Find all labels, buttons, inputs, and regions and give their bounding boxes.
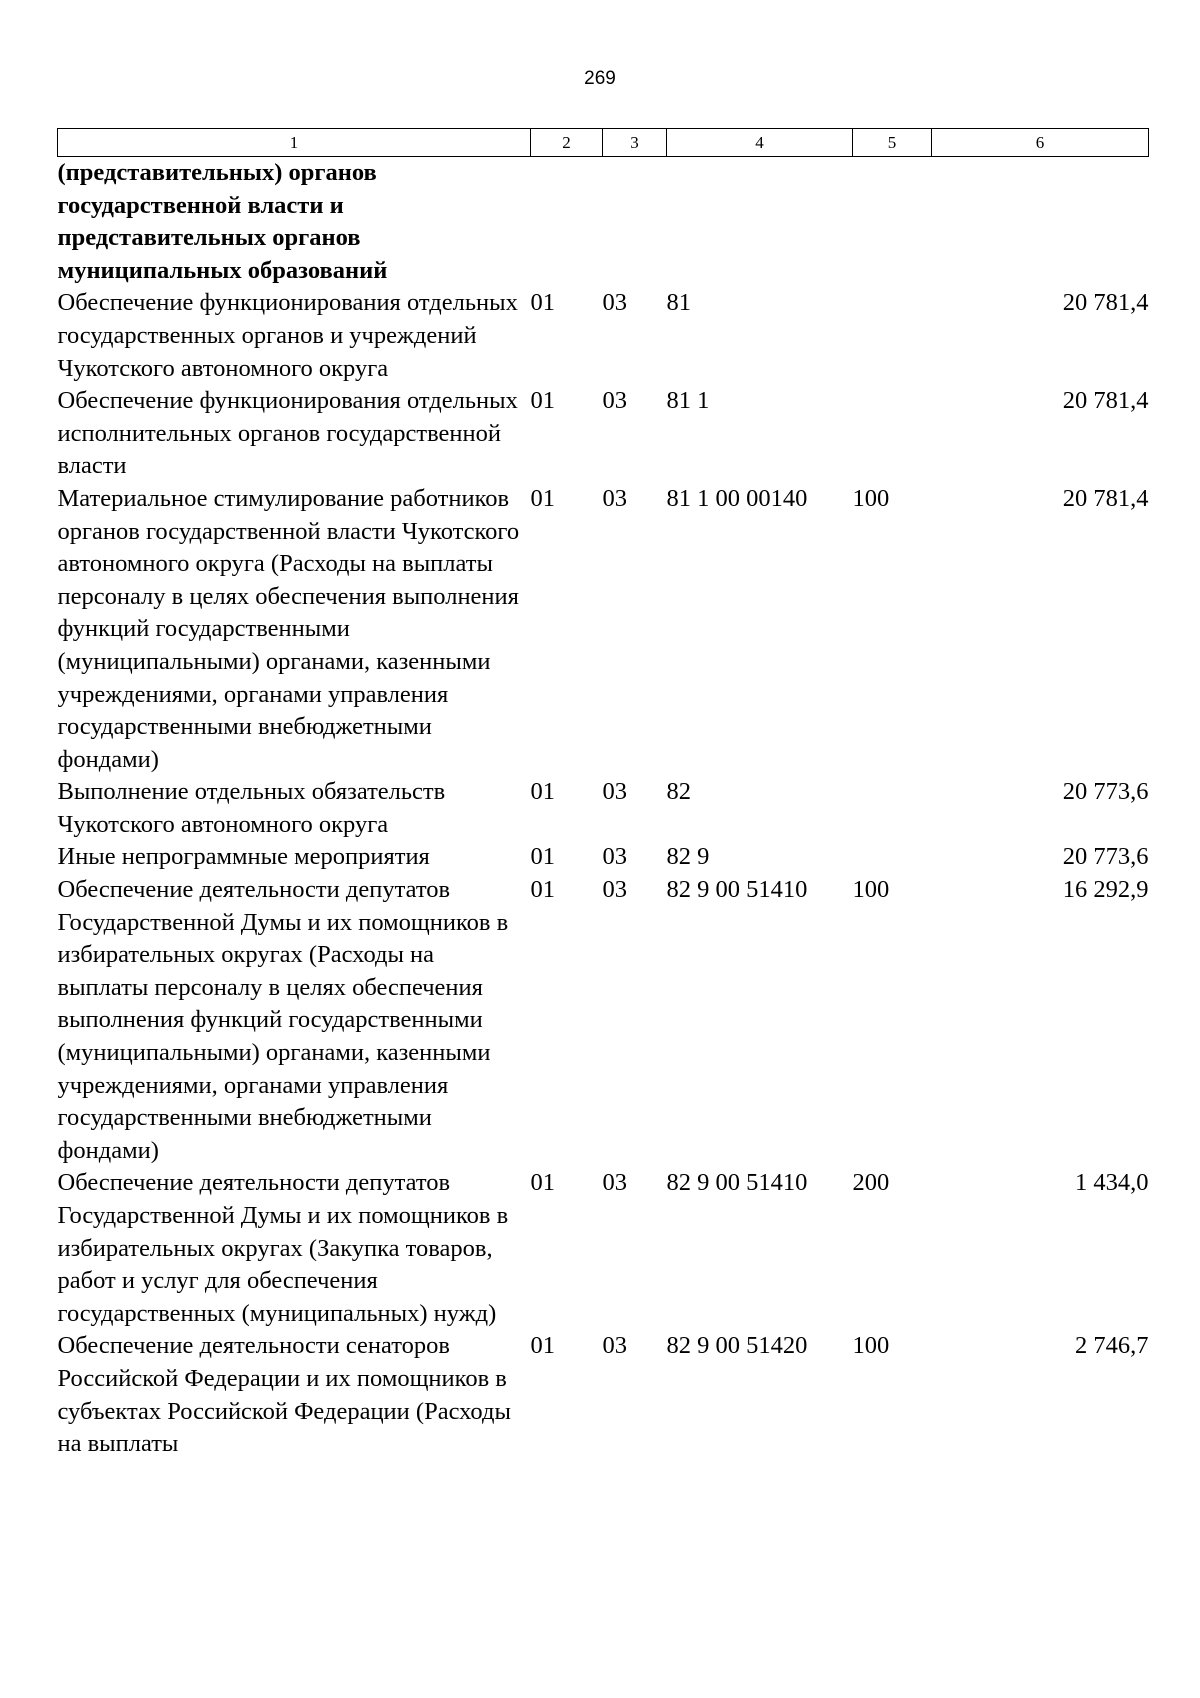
row-expense-type: 100 <box>852 1332 890 1360</box>
row-section-code: 01 <box>530 387 555 415</box>
column-header-3: 3 <box>603 129 667 157</box>
row-subsection-code: 03 <box>602 843 627 871</box>
table-row <box>58 1330 1149 1460</box>
column-header-2: 2 <box>531 129 603 157</box>
row-expense-type <box>853 157 932 288</box>
row-target-article: 81 1 00 00140 <box>666 484 808 512</box>
row-amount <box>932 157 1149 288</box>
row-target-article: 81 <box>666 289 691 317</box>
row-target-article <box>667 157 853 288</box>
row-amount: 20 773,6 <box>1062 778 1149 806</box>
row-description: Материальное стимулирование работников органов государственной власти Чукотского автономного округа (Расходы на выплаты персоналу в целях обеспечения выполнения функций государственными (муниципальными) органами, казенными учреждениями, органами управления государственными внебюджетными фондами) <box>57 484 520 773</box>
row-section-code: 01 <box>530 843 555 871</box>
row-target-article: 82 <box>666 778 691 806</box>
row-description: Обеспечение деятельности депутатов Государственной Думы и их помощников в избирательных округах (Закупка товаров, работ и услуг для обеспечения государственных (муниципальных) нужд) <box>57 1169 509 1327</box>
row-expense-type <box>853 287 932 385</box>
row-subsection-code: 03 <box>602 1332 627 1360</box>
row-section-code: 01 <box>530 484 555 512</box>
row-expense-type <box>853 385 932 483</box>
column-header-5: 5 <box>853 129 932 157</box>
row-amount: 20 781,4 <box>1062 484 1149 512</box>
row-expense-type: 100 <box>852 876 890 904</box>
row-section-code: 01 <box>530 778 555 806</box>
row-target-article: 82 9 00 51410 <box>666 876 808 904</box>
row-amount: 1 434,0 <box>1075 1169 1149 1197</box>
row-section-code: 01 <box>530 876 555 904</box>
table-body <box>58 157 1149 1461</box>
row-subsection-code: 03 <box>602 484 627 512</box>
row-expense-type <box>853 776 932 841</box>
table-row <box>58 874 1149 1167</box>
row-section-code: 01 <box>530 289 555 317</box>
table-row <box>58 157 1149 288</box>
row-subsection-code: 03 <box>602 387 627 415</box>
column-header-6: 6 <box>932 129 1149 157</box>
table-row <box>58 841 1149 874</box>
table-row <box>58 287 1149 385</box>
row-target-article: 82 9 00 51410 <box>666 1169 808 1197</box>
row-description: Обеспечение функционирования отдельных государственных органов и учреждений Чукотского автономного округа <box>57 289 518 382</box>
row-description: Выполнение отдельных обязательств Чукотского автономного округа <box>57 778 446 838</box>
row-description: Обеспечение функционирования отдельных исполнительных органов государственной власти <box>57 387 518 480</box>
row-section-code <box>531 157 603 288</box>
row-amount: 16 292,9 <box>1062 876 1149 904</box>
row-description: Обеспечение деятельности сенаторов Российской Федерации и их помощников в субъектах Российской Федерации (Расходы на выплаты <box>57 1332 511 1458</box>
header-row <box>58 129 1149 157</box>
table-header <box>58 129 1149 157</box>
row-amount: 20 773,6 <box>1062 843 1149 871</box>
row-subsection-code <box>603 157 667 288</box>
row-target-article: 82 9 <box>666 843 710 871</box>
row-subsection-code: 03 <box>602 289 627 317</box>
row-description: Обеспечение деятельности депутатов Государственной Думы и их помощников в избирательных округах (Расходы на выплаты персоналу в целях обеспечения выполнения функций государственными (муниципальными) органами, казенными учреждениями, органами управления государственными внебюджетными фондами) <box>57 876 509 1164</box>
row-target-article: 82 9 00 51420 <box>666 1332 808 1360</box>
row-expense-type: 200 <box>852 1169 890 1197</box>
row-subsection-code: 03 <box>602 876 627 904</box>
table-row <box>58 483 1149 776</box>
row-section-code: 01 <box>530 1169 555 1197</box>
column-header-1: 1 <box>58 129 531 157</box>
row-expense-type <box>853 841 932 874</box>
table-row <box>58 776 1149 841</box>
table-row <box>58 1167 1149 1330</box>
budget-table <box>57 128 1149 1461</box>
row-subsection-code: 03 <box>602 1169 627 1197</box>
table-row <box>58 385 1149 483</box>
row-amount: 20 781,4 <box>1062 289 1149 317</box>
column-header-4: 4 <box>667 129 853 157</box>
row-subsection-code: 03 <box>602 778 627 806</box>
row-target-article: 81 1 <box>666 387 710 415</box>
row-description: Иные непрограммные мероприятия <box>57 843 430 871</box>
row-description: (представительных) органов государственной власти и представительных органов муниципальных образований <box>57 159 388 284</box>
row-amount: 2 746,7 <box>1075 1332 1149 1360</box>
page-number: 269 <box>584 68 616 89</box>
row-section-code: 01 <box>530 1332 555 1360</box>
row-expense-type: 100 <box>852 484 890 512</box>
row-amount: 20 781,4 <box>1062 387 1149 415</box>
